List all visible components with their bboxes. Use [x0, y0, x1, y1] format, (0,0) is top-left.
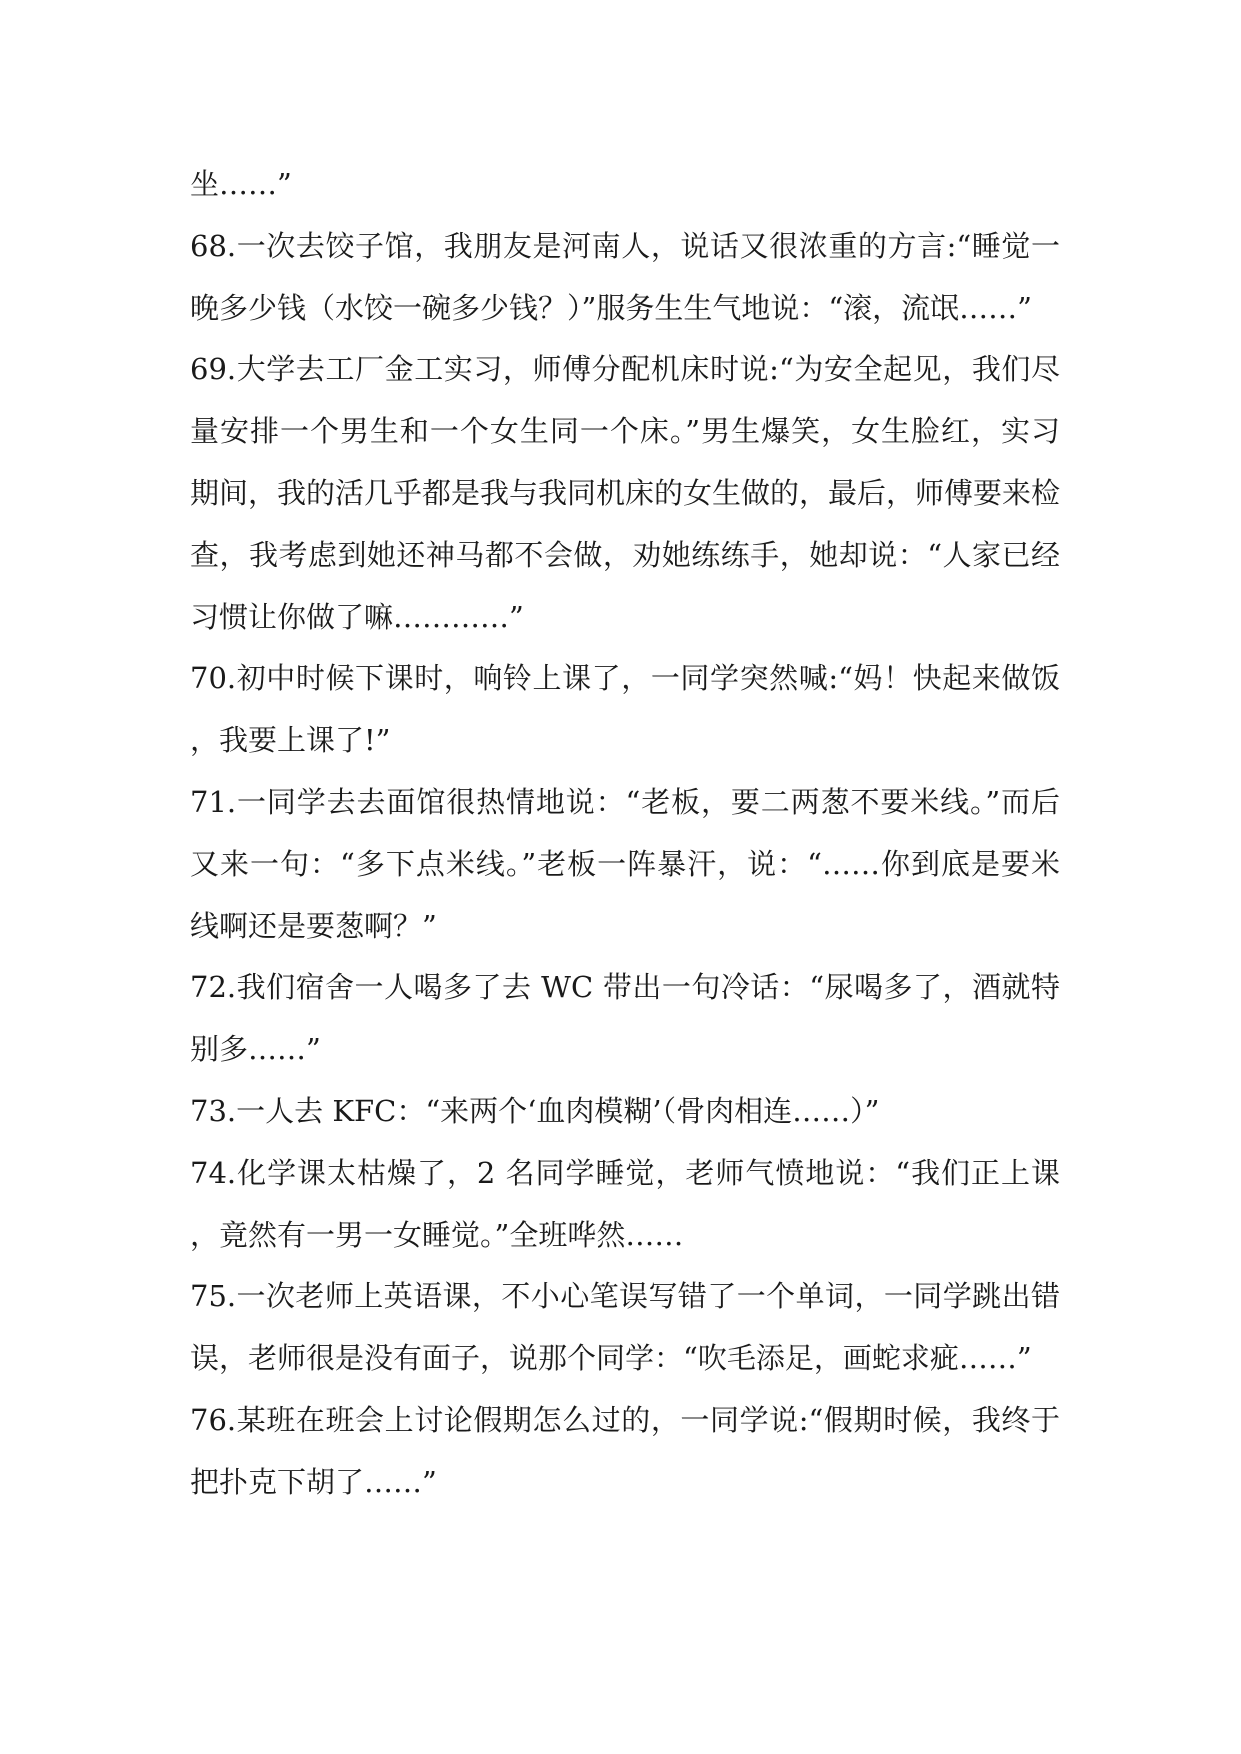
text-line: 70.初中时候下课时，响铃上课了，一同学突然喊:“妈！快起来做饭， [190, 661, 1060, 758]
paragraph-76 [190, 1390, 1060, 1514]
text-line: 把扑克下胡了……” [190, 1464, 437, 1499]
text-line: 73.一人去 KFC：“来两个‘血肉模糊’（骨肉相连……）” [190, 1093, 880, 1128]
text-line: 坐……” [190, 167, 292, 201]
text-line: 查，我考虑到她还神马都不会做，劝她练练手，她却说：“人家已经 [190, 537, 1060, 572]
text-line: 线啊还是要葱啊？” [190, 908, 437, 943]
text-line: 74.化学课太枯燥了，2 名同学睡觉，老师气愤地说：“我们正上课， [190, 1155, 1060, 1252]
paragraph-70 [190, 648, 1060, 772]
text-line: 69.大学去工厂金工实习，师傅分配机床时说:“为安全起见，我们尽 [190, 352, 1060, 387]
paragraph-75 [190, 1266, 1060, 1390]
text-line: 误，老师很是没有面子，说那个同学：“吹毛添足，画蛇求疵……” [190, 1341, 1032, 1376]
paragraph-74 [190, 1143, 1060, 1267]
paragraph-73 [190, 1081, 1060, 1143]
text-line: 76.某班在班会上讨论假期怎么过的，一同学说:“假期时候，我终于 [190, 1402, 1060, 1437]
text-line: 量安排一个男生和一个女生同一个床。”男生爆笑，女生脸红，实习 [190, 414, 1060, 449]
text-line: 我要上课了!” [219, 723, 391, 758]
text-line: 71.一同学去去面馆很热情地说：“老板，要二两葱不要米线。”而后 [190, 784, 1060, 819]
text-line: 75.一次老师上英语课，不小心笔误写错了一个单词，一同学跳出错 [190, 1279, 1060, 1314]
paragraph-68 [190, 216, 1060, 340]
paragraph-67-continuation [190, 154, 1060, 216]
text-line: 多……” [219, 1032, 321, 1067]
paragraph-69 [190, 339, 1060, 648]
text-line: 晚多少钱（水饺一碗多少钱？）”服务生生气地说：“滚，流氓……” [190, 290, 1032, 325]
text-line: 72.我们宿舍一人喝多了去 WC 带出一句冷话：“尿喝多了，酒就特别 [190, 970, 1060, 1067]
text-line: 又来一句：“多下点米线。”老板一阵暴汗，说：“……你到底是要米 [190, 846, 1060, 881]
text-line: 习惯让你做了嘛…………” [190, 599, 524, 634]
text-line: 期间，我的活几乎都是我与我同机床的女生做的，最后，师傅要来检 [190, 475, 1061, 510]
paragraph-71 [190, 772, 1060, 957]
document-body [190, 154, 1060, 1514]
text-line: 68.一次去饺子馆，我朋友是河南人，说话又很浓重的方言:“睡觉一 [190, 228, 1060, 263]
paragraph-72 [190, 957, 1060, 1081]
text-line: 竟然有一男一女睡觉。”全班哗然…… [219, 1217, 684, 1252]
